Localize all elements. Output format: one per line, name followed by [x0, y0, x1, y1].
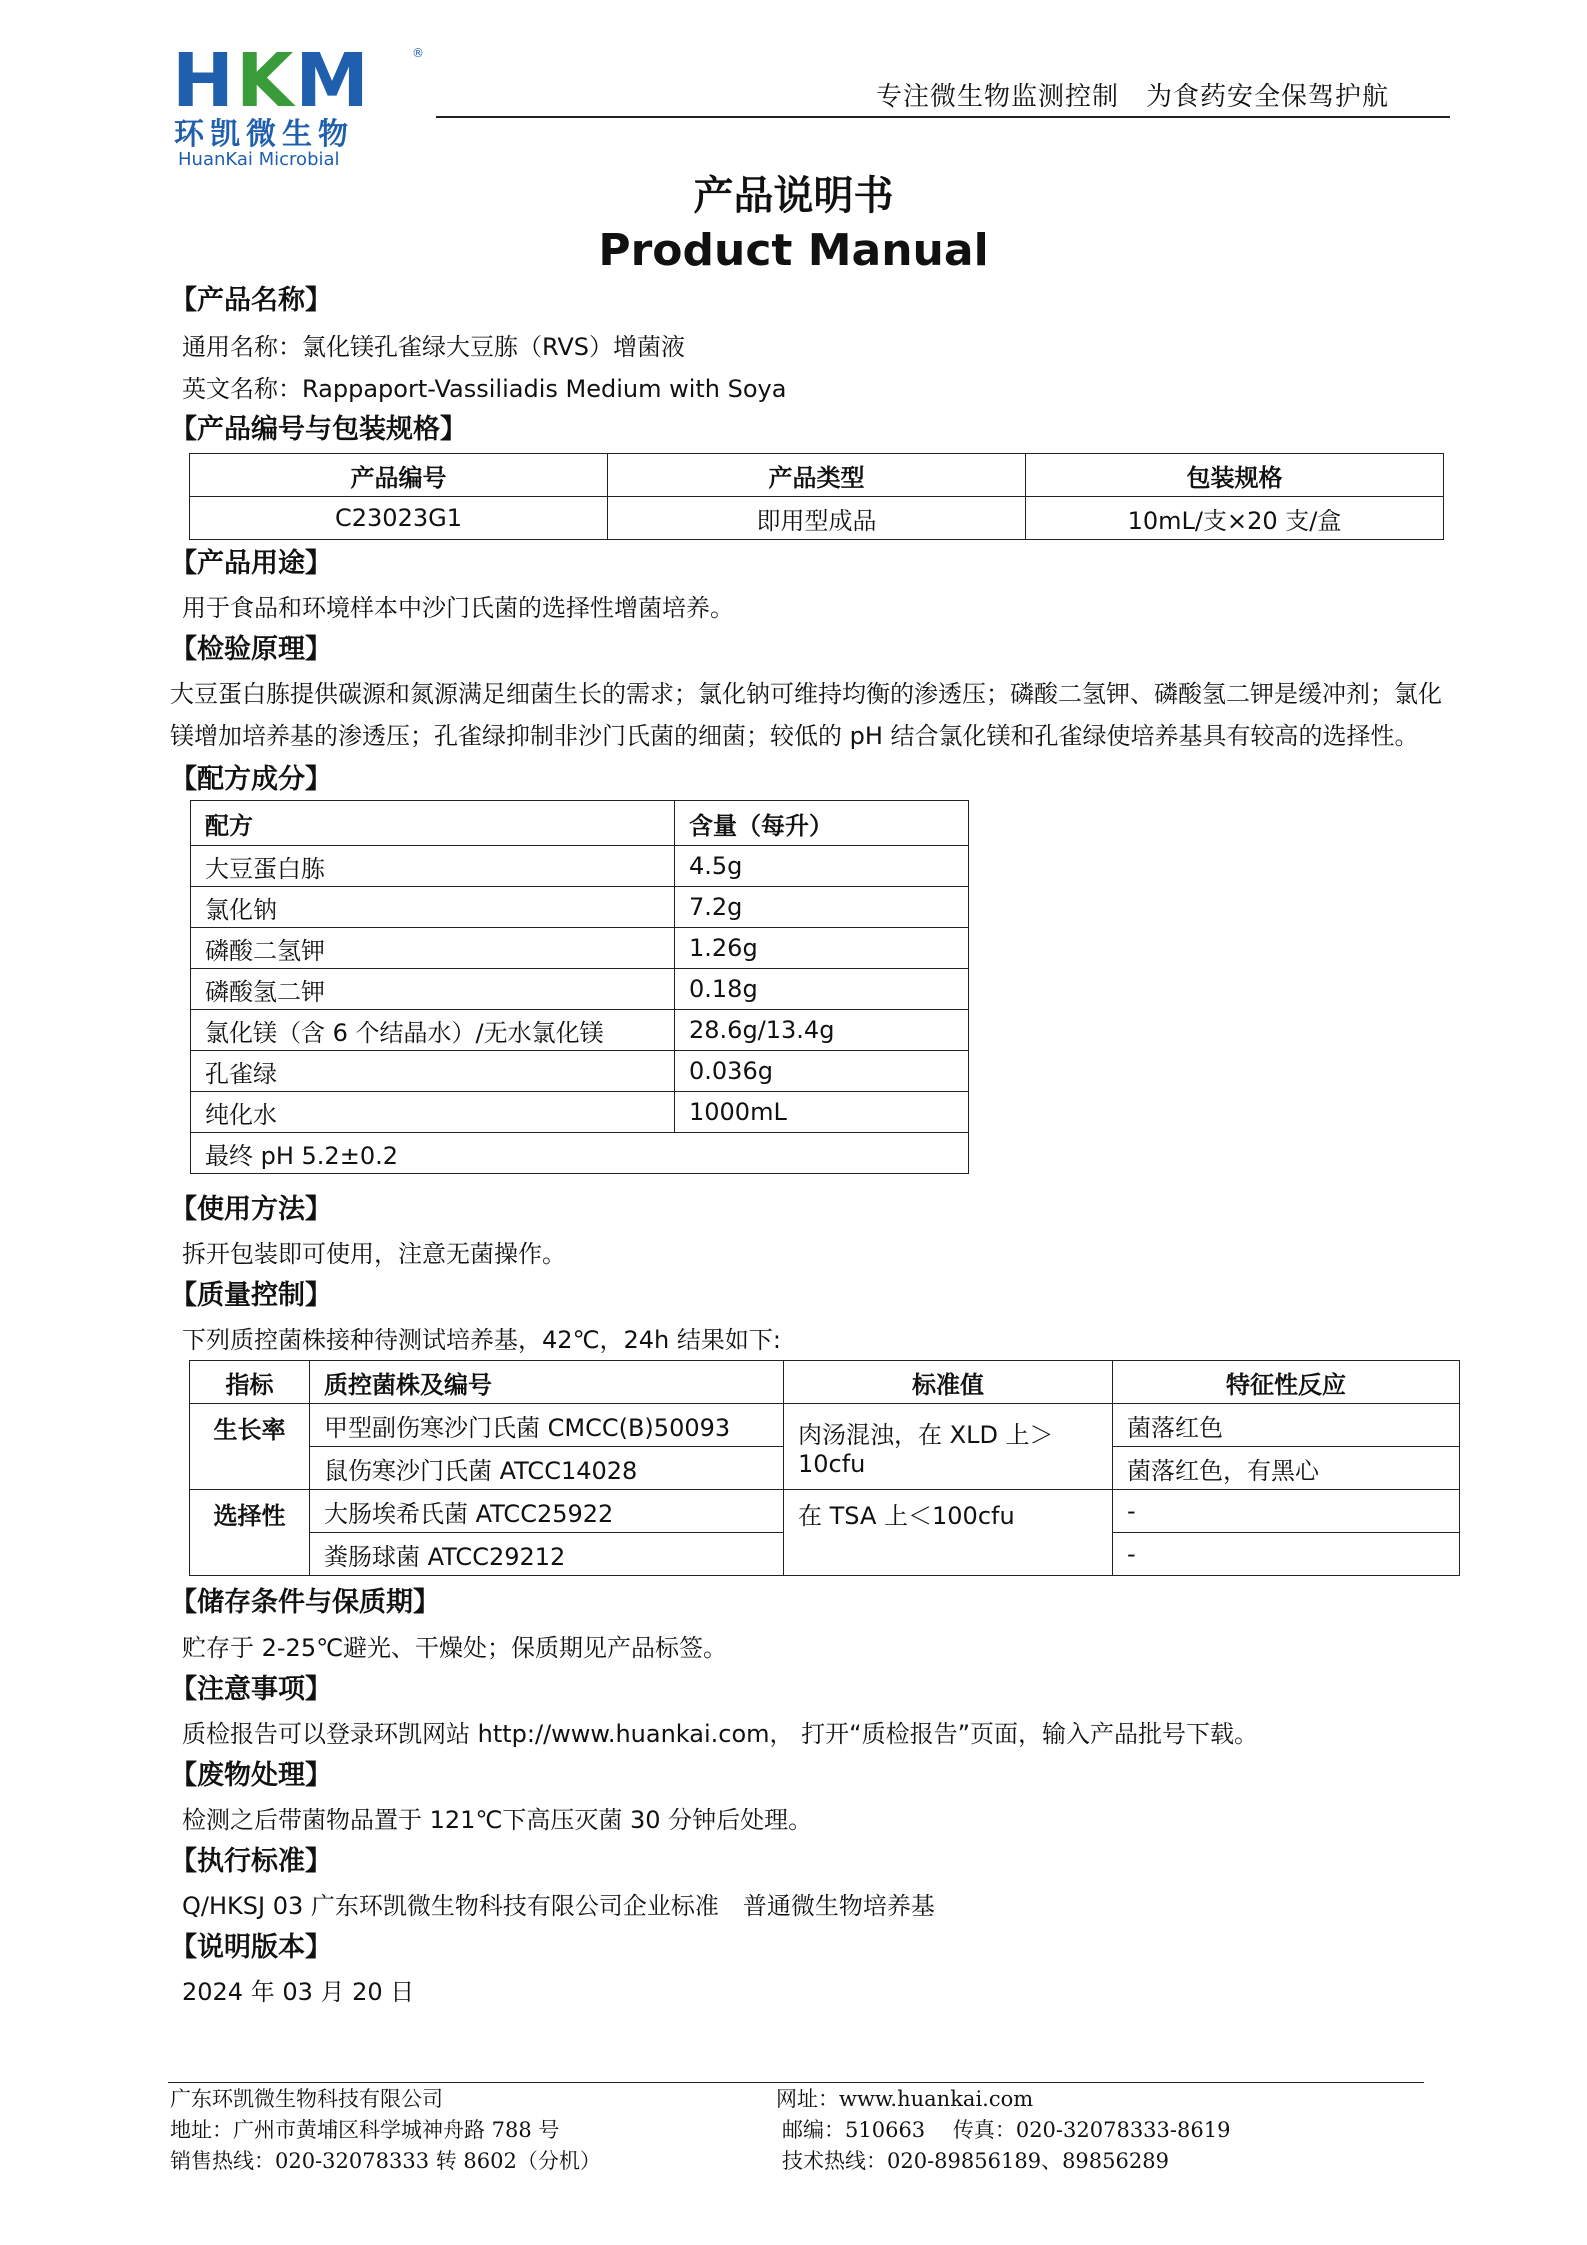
header-product-type: 产品类型	[608, 454, 1026, 497]
heading-method: 【使用方法】	[170, 1194, 332, 1225]
ingredient-amount: 0.18g	[675, 969, 969, 1010]
table-row	[190, 497, 1444, 540]
strain-reaction: 菌落红色	[1113, 1404, 1460, 1447]
header-amount: 含量（每升）	[675, 801, 969, 846]
header-divider	[436, 116, 1450, 118]
table-row	[190, 1490, 1460, 1533]
principle-line-1: 大豆蛋白胨提供碳源和氮源满足细菌生长的需求；氯化钠可维持均衡的渗透压；磷酸二氢钾、磷酸氢二钾是缓冲剂；氯化	[170, 680, 1442, 708]
header-slogan: 专注微生物监测控制 为食药安全保驾护航	[876, 82, 1390, 112]
table-row	[191, 1092, 969, 1133]
ingredient-amount: 28.6g/13.4g	[675, 1010, 969, 1051]
quality-intro: 下列质控菌株接种待测试培养基，42℃，24h 结果如下:	[182, 1326, 781, 1354]
disposal-text: 检测之后带菌物品置于 121℃下高压灭菌 30 分钟后处理。	[182, 1806, 813, 1834]
table-row	[191, 1010, 969, 1051]
heading-formula: 【配方成分】	[170, 764, 332, 795]
ingredient-amount: 4.5g	[675, 846, 969, 887]
logo-english-name: HuanKai Microbial	[178, 149, 340, 170]
indicator-growth: 生长率	[190, 1404, 310, 1490]
final-ph: 最终 pH 5.2±0.2	[191, 1133, 969, 1174]
quality-control-table	[189, 1360, 1460, 1576]
footer-tech-hotline: 技术热线：020-89856189、89856289	[782, 2149, 1169, 2173]
strain-reaction: -	[1113, 1490, 1460, 1533]
indicator-selectivity: 选择性	[190, 1490, 310, 1576]
table-header-row	[190, 454, 1444, 497]
ingredient-name: 大豆蛋白胨	[191, 846, 675, 887]
footer-company: 广东环凯微生物科技有限公司	[170, 2087, 443, 2111]
standard-text: Q/HKSJ 03 广东环凯微生物科技有限公司企业标准 普通微生物培养基	[182, 1892, 935, 1920]
ingredient-name: 孔雀绿	[191, 1051, 675, 1092]
table-row	[191, 887, 969, 928]
common-name: 通用名称：氯化镁孔雀绿大豆胨（RVS）增菌液	[182, 333, 686, 361]
version-date: 2024 年 03 月 20 日	[182, 1978, 415, 2006]
ingredient-amount: 1000mL	[675, 1092, 969, 1133]
heading-quality-control: 【质量控制】	[170, 1280, 332, 1311]
product-spec-table	[189, 453, 1444, 540]
table-header-row	[191, 801, 969, 846]
header-reaction: 特征性反应	[1113, 1361, 1460, 1404]
ingredient-name: 磷酸二氢钾	[191, 928, 675, 969]
strain-name: 鼠伤寒沙门氏菌 ATCC14028	[310, 1447, 784, 1490]
ingredient-name: 磷酸氢二钾	[191, 969, 675, 1010]
company-logo	[172, 38, 452, 170]
product-type-value: 即用型成品	[608, 497, 1026, 540]
standard-value: 肉汤混浊，在 XLD 上＞10cfu	[784, 1404, 1113, 1490]
header-standard: 标准值	[784, 1361, 1113, 1404]
table-row	[191, 1133, 969, 1174]
ingredient-amount: 1.26g	[675, 928, 969, 969]
heading-standard: 【执行标准】	[170, 1846, 332, 1877]
product-code-value: C23023G1	[190, 497, 608, 540]
strain-name: 甲型副伤寒沙门氏菌 CMCC(B)50093	[310, 1404, 784, 1447]
ingredient-amount: 0.036g	[675, 1051, 969, 1092]
title-english: Product Manual	[598, 225, 989, 276]
title-chinese: 产品说明书	[693, 173, 894, 219]
table-row	[191, 928, 969, 969]
ingredient-amount: 7.2g	[675, 887, 969, 928]
strain-reaction: -	[1113, 1533, 1460, 1576]
heading-principle: 【检验原理】	[170, 634, 332, 665]
formula-table	[190, 800, 969, 1174]
header-ingredient: 配方	[191, 801, 675, 846]
standard-value: 在 TSA 上＜100cfu	[784, 1490, 1113, 1576]
package-spec-value: 10mL/支×20 支/盒	[1026, 497, 1444, 540]
heading-usage: 【产品用途】	[170, 548, 332, 579]
heading-disposal: 【废物处理】	[170, 1760, 332, 1791]
header-strain: 质控菌株及编号	[310, 1361, 784, 1404]
ingredient-name: 氯化钠	[191, 887, 675, 928]
logo-chinese-name: 环凯微生物	[174, 117, 354, 152]
strain-name: 大肠埃希氏菌 ATCC25922	[310, 1490, 784, 1533]
principle-line-2: 镁增加培养基的渗透压；孔雀绿抑制非沙门氏菌的细菌；较低的 pH 结合氯化镁和孔雀绿使培养基具有较高的选择性。	[170, 722, 1419, 750]
footer-divider	[168, 2082, 1424, 2083]
ingredient-name: 氯化镁（含 6 个结晶水）/无水氯化镁	[191, 1010, 675, 1051]
header-indicator: 指标	[190, 1361, 310, 1404]
header-package-spec: 包装规格	[1026, 454, 1444, 497]
usage-text: 用于食品和环境样本中沙门氏菌的选择性增菌培养。	[182, 594, 734, 622]
strain-reaction: 菌落红色，有黑心	[1113, 1447, 1460, 1490]
notes-text: 质检报告可以登录环凯网站 http://www.huankai.com， 打开“质检报告”页面，输入产品批号下载。	[182, 1720, 1259, 1748]
header-product-code: 产品编号	[190, 454, 608, 497]
table-row	[191, 1051, 969, 1092]
table-row	[191, 969, 969, 1010]
heading-notes: 【注意事项】	[170, 1674, 332, 1705]
footer-sales-hotline: 销售热线：020-32078333 转 8602（分机）	[170, 2149, 601, 2173]
registered-mark: ®	[412, 46, 424, 60]
storage-text: 贮存于 2-25℃避光、干燥处；保质期见产品标签。	[182, 1634, 728, 1662]
strain-name: 粪肠球菌 ATCC29212	[310, 1533, 784, 1576]
english-name: 英文名称：Rappaport-Vassiliadis Medium with Soya	[182, 375, 787, 403]
heading-version: 【说明版本】	[170, 1932, 332, 1963]
method-text: 拆开包装即可使用，注意无菌操作。	[182, 1240, 566, 1268]
heading-product-name: 【产品名称】	[170, 285, 332, 316]
heading-product-code: 【产品编号与包装规格】	[170, 414, 467, 445]
logo-hkm-text: HKM	[172, 38, 371, 124]
footer-website: 网址：www.huankai.com	[776, 2087, 1034, 2111]
footer-postcode-fax: 邮编：510663 传真：020-32078333-8619	[782, 2118, 1231, 2142]
table-row	[191, 846, 969, 887]
table-header-row	[190, 1361, 1460, 1404]
footer-address: 地址：广州市黄埔区科学城神舟路 788 号	[170, 2118, 560, 2142]
heading-storage: 【储存条件与保质期】	[170, 1587, 440, 1618]
ingredient-name: 纯化水	[191, 1092, 675, 1133]
table-row	[190, 1404, 1460, 1447]
